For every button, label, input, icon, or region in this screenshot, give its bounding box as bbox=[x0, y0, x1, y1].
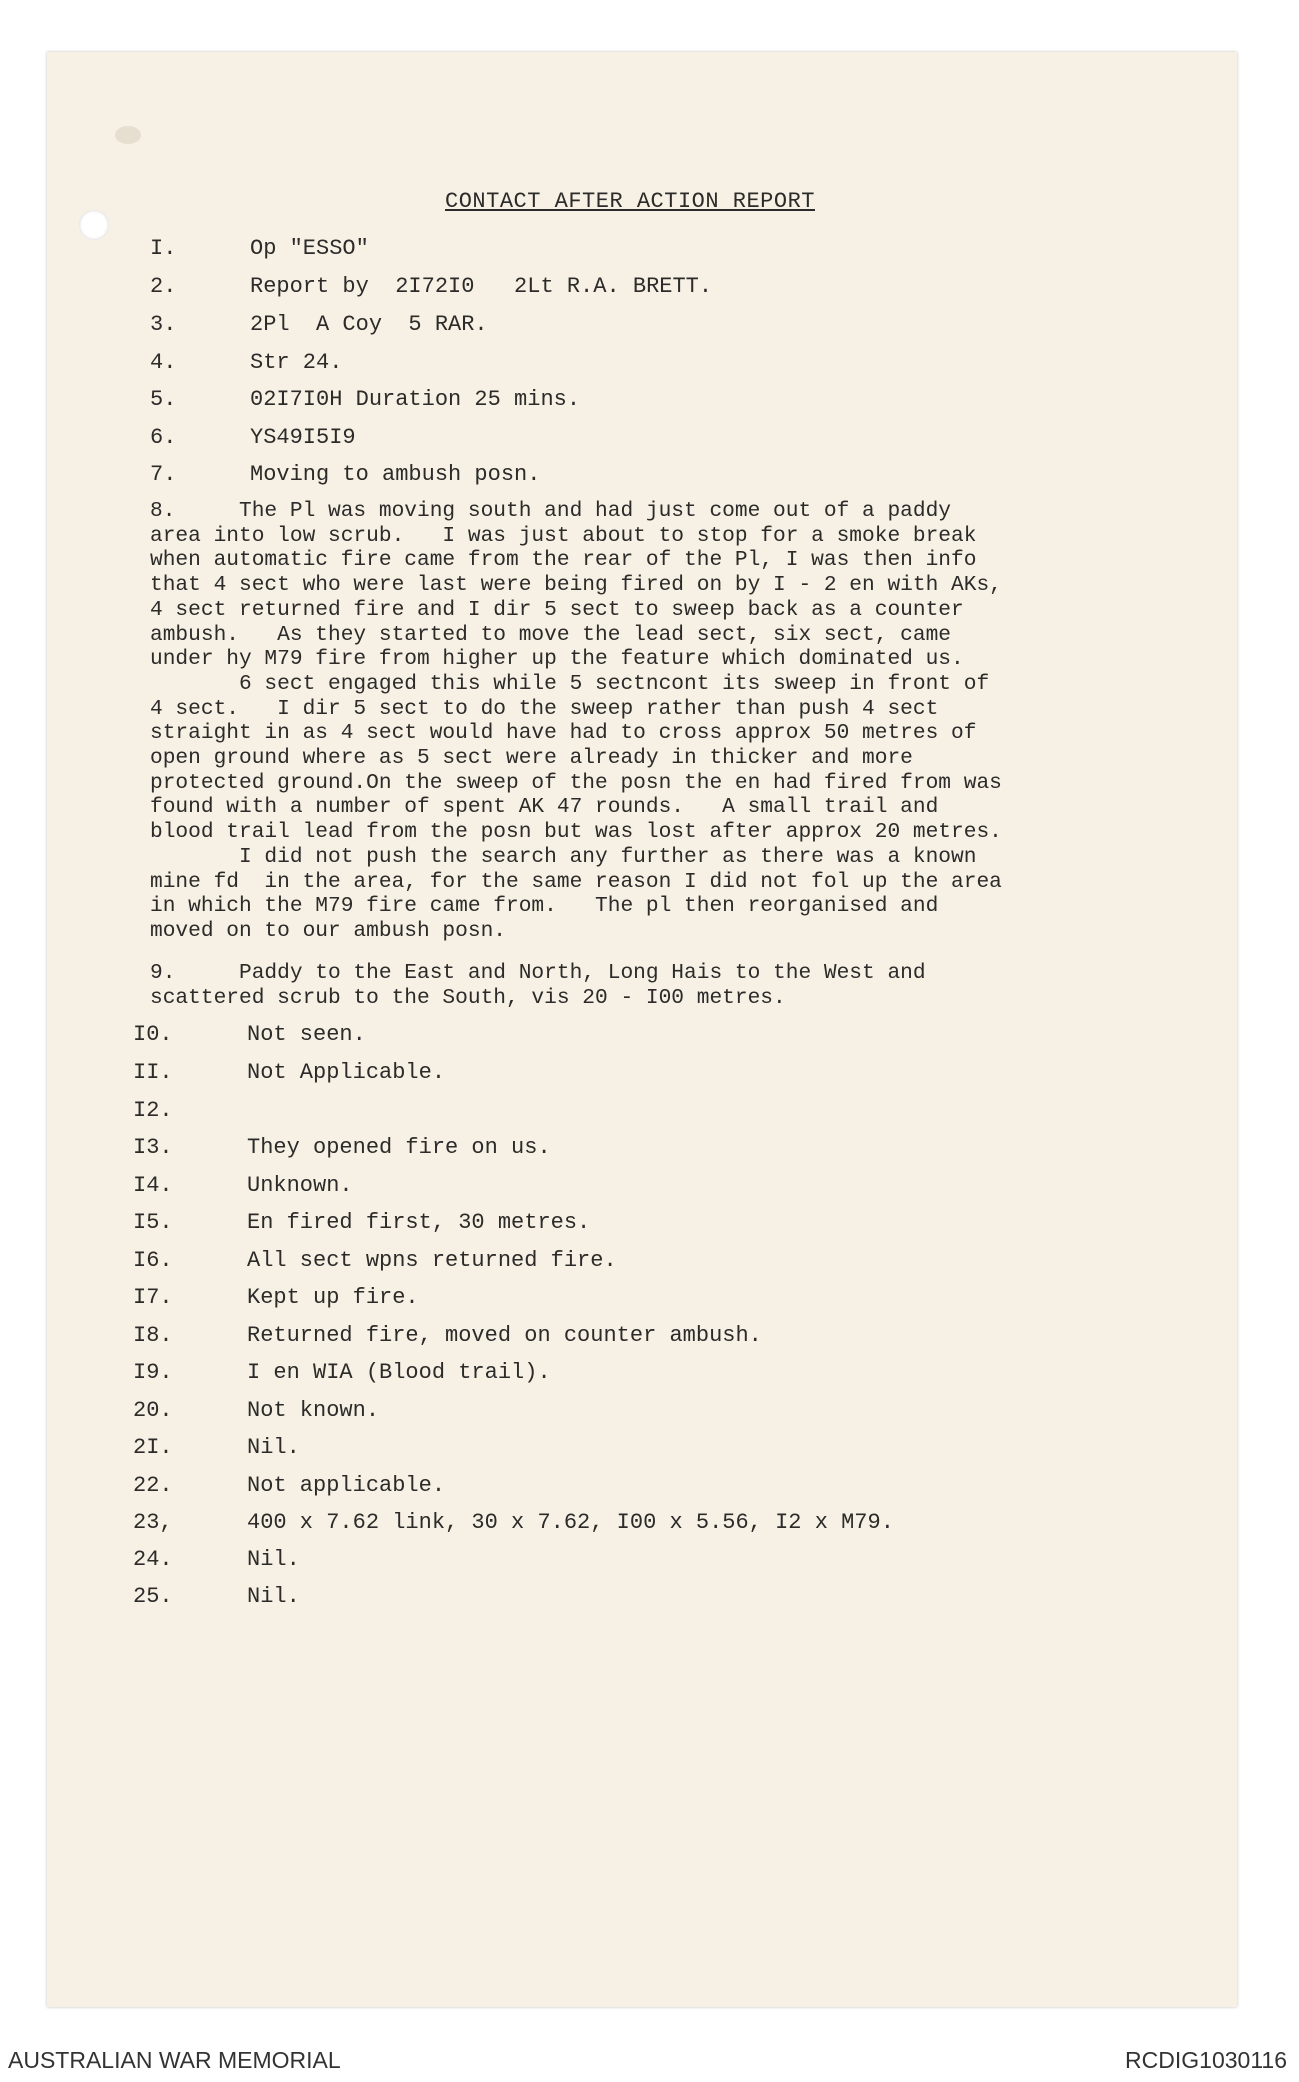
item-text: Unknown. bbox=[247, 1173, 353, 1198]
paragraph-9 bbox=[150, 961, 1150, 1010]
item-text: 400 x 7.62 link, 30 x 7.62, I00 x 5.56, I2 x M79. bbox=[247, 1510, 894, 1535]
item-number: 5. bbox=[150, 387, 177, 412]
item-text: I en WIA (Blood trail). bbox=[247, 1360, 551, 1385]
item-number: 22. bbox=[133, 1473, 173, 1498]
paragraph-line: I did not push the search any further as there was a known bbox=[150, 844, 977, 869]
item-text: Not Applicable. bbox=[247, 1060, 446, 1085]
item-number: 23, bbox=[133, 1510, 173, 1535]
item-number: I. bbox=[150, 236, 177, 261]
item-number: 6. bbox=[150, 425, 177, 450]
paragraph-line: that 4 sect who were last were being fired on by I - 2 en with AKs, bbox=[150, 573, 1002, 598]
punch-hole bbox=[79, 210, 109, 240]
item-text: 02I7I0H Duration 25 mins. bbox=[250, 387, 581, 412]
item-number: I2. bbox=[133, 1098, 173, 1123]
report-title: CONTACT AFTER ACTION REPORT bbox=[445, 189, 815, 214]
paragraph-line: under hy M79 fire from higher up the feature which dominated us. bbox=[150, 647, 964, 672]
paragraph-line: in which the M79 fire came from. The pl then reorganised and bbox=[150, 894, 939, 919]
item-number: I4. bbox=[133, 1173, 173, 1198]
item-number: 24. bbox=[133, 1547, 173, 1572]
paragraph-line: 6 sect engaged this while 5 sectncont its sweep in front of bbox=[150, 671, 990, 696]
item-text: Report by 2I72I0 2Lt R.A. BRETT. bbox=[250, 274, 713, 299]
paragraph-line: found with a number of spent AK 47 rounds. A small trail and bbox=[150, 795, 939, 820]
item-number: 4. bbox=[150, 350, 177, 375]
item-text: Returned fire, moved on counter ambush. bbox=[247, 1323, 762, 1348]
paper-stain bbox=[115, 126, 141, 144]
item-text: Not known. bbox=[247, 1398, 380, 1423]
item-text: Not applicable. bbox=[247, 1473, 446, 1498]
item-number: 3. bbox=[150, 312, 177, 337]
item-number: I7. bbox=[133, 1285, 173, 1310]
item-number: II. bbox=[133, 1060, 173, 1085]
paragraph-line: 9. Paddy to the East and North, Long Hais to the West and bbox=[150, 961, 926, 985]
item-text: En fired first, 30 metres. bbox=[247, 1210, 591, 1235]
item-text: Str 24. bbox=[250, 350, 343, 375]
item-text: Nil. bbox=[247, 1584, 300, 1609]
paragraph-8 bbox=[150, 499, 1150, 944]
item-text: They opened fire on us. bbox=[247, 1135, 551, 1160]
paragraph-line: mine fd in the area, for the same reason I did not fol up the area bbox=[150, 869, 1002, 894]
paragraph-line: 8. The Pl was moving south and had just come out of a paddy bbox=[150, 499, 952, 523]
item-number: 2. bbox=[150, 274, 177, 299]
paragraph-line: open ground where as 5 sect were already in thicker and more bbox=[150, 746, 913, 771]
paragraph-line: ambush. As they started to move the lead sect, six sect, came bbox=[150, 622, 952, 647]
item-number: 25. bbox=[133, 1584, 173, 1609]
list-item bbox=[100, 1585, 1160, 1681]
item-text: All sect wpns returned fire. bbox=[247, 1248, 617, 1273]
item-number: I9. bbox=[133, 1360, 173, 1385]
item-number: 2I. bbox=[133, 1435, 173, 1460]
item-number: I0. bbox=[133, 1022, 173, 1047]
item-text: Kept up fire. bbox=[247, 1285, 419, 1310]
paragraph-line: protected ground.On the sweep of the posn the en had fired from was bbox=[150, 770, 1002, 795]
item-number: 7. bbox=[150, 462, 177, 487]
paragraph-line: moved on to our ambush posn. bbox=[150, 918, 507, 943]
paragraph-line: 4 sect. I dir 5 sect to do the sweep rather than push 4 sect bbox=[150, 696, 939, 721]
paragraph-line: when automatic fire came from the rear of the Pl, I was then info bbox=[150, 548, 977, 573]
paragraph-line: area into low scrub. I was just about to stop for a smoke break bbox=[150, 523, 977, 548]
paragraph-line: scattered scrub to the South, vis 20 - I00 metres. bbox=[150, 985, 786, 1010]
footer-institution: AUSTRALIAN WAR MEMORIAL bbox=[8, 2047, 341, 2073]
paragraph-line: 4 sect returned fire and I dir 5 sect to sweep back as a counter bbox=[150, 597, 964, 622]
item-number: 20. bbox=[133, 1398, 173, 1423]
item-number: I6. bbox=[133, 1248, 173, 1273]
item-text: Not seen. bbox=[247, 1022, 366, 1047]
item-number: I8. bbox=[133, 1323, 173, 1348]
item-number: I5. bbox=[133, 1210, 173, 1235]
item-text: Moving to ambush posn. bbox=[250, 462, 541, 487]
item-number: I3. bbox=[133, 1135, 173, 1160]
footer-reference-id: RCDIG1030116 bbox=[1125, 2047, 1287, 2073]
item-text: Nil. bbox=[247, 1547, 300, 1572]
paragraph-line: blood trail lead from the posn but was lost after approx 20 metres. bbox=[150, 820, 1002, 845]
item-text: YS49I5I9 bbox=[250, 425, 356, 450]
item-text: 2Pl A Coy 5 RAR. bbox=[250, 312, 488, 337]
item-text: Nil. bbox=[247, 1435, 300, 1460]
paragraph-line: straight in as 4 sect would have had to cross approx 50 metres of bbox=[150, 721, 977, 746]
item-text: Op "ESSO" bbox=[250, 236, 369, 261]
